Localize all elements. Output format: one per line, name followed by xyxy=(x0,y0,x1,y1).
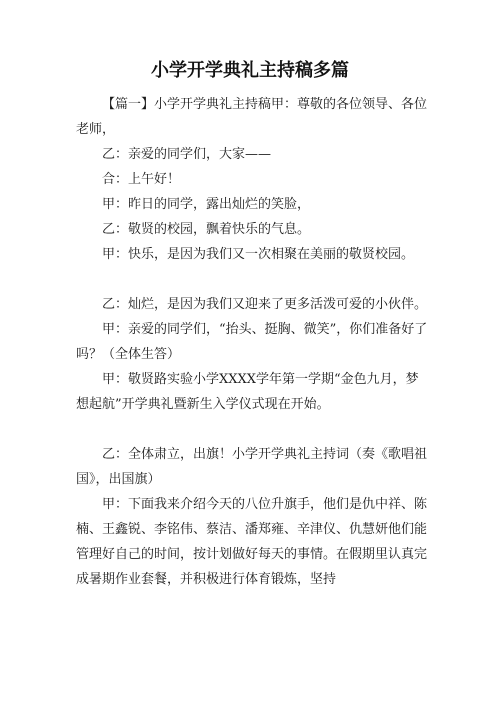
paragraph: 甲：快乐，是因为我们又一次相聚在美丽的敬贤校园。 xyxy=(102,247,415,262)
paragraph: 甲：昨日的同学，露出灿烂的笑脸， xyxy=(102,197,311,212)
paragraph: 甲：敬贤路实验小学XXXX学年第一学期“金色九月，梦想起航”开学典礼暨新生入学仪式现在开始。 xyxy=(76,372,419,412)
paragraph: 乙：全体肃立，出旗！小学开学典礼主持词（奏《歌唱祖国》，出国旗） xyxy=(76,447,428,487)
paragraph: 乙：灿烂，是因为我们又迎来了更多活泼可爱的小伙伴。 xyxy=(102,297,428,312)
document-title: 小学开学典礼主持稿多篇 xyxy=(151,60,349,81)
paragraph: 甲：亲爱的同学们，“抬头、挺胸、微笑”，你们准备好了吗？（全体生答） xyxy=(76,322,428,362)
paragraph: 【篇一】小学开学典礼主持稿甲：尊敬的各位领导、各位老师， xyxy=(76,97,428,137)
document-body xyxy=(76,92,430,592)
paragraph: 乙：敬贤的校园，飘着快乐的气息。 xyxy=(102,222,311,237)
paragraph: 合：上午好！ xyxy=(102,172,181,187)
paragraph: 甲：下面我来介绍今天的八位升旗手，他们是仇中祥、陈楠、王鑫锐、李铭伟、蔡洁、潘郑雍、辛津仪、仇慧妍他们能管理好自己的时间，按计划做好每天的事情。在假期里认真完成暑期作业套餐，并积极进行体育锻炼，坚持 xyxy=(76,497,428,587)
paragraph: 乙：亲爱的同学们，大家—— xyxy=(102,147,272,162)
